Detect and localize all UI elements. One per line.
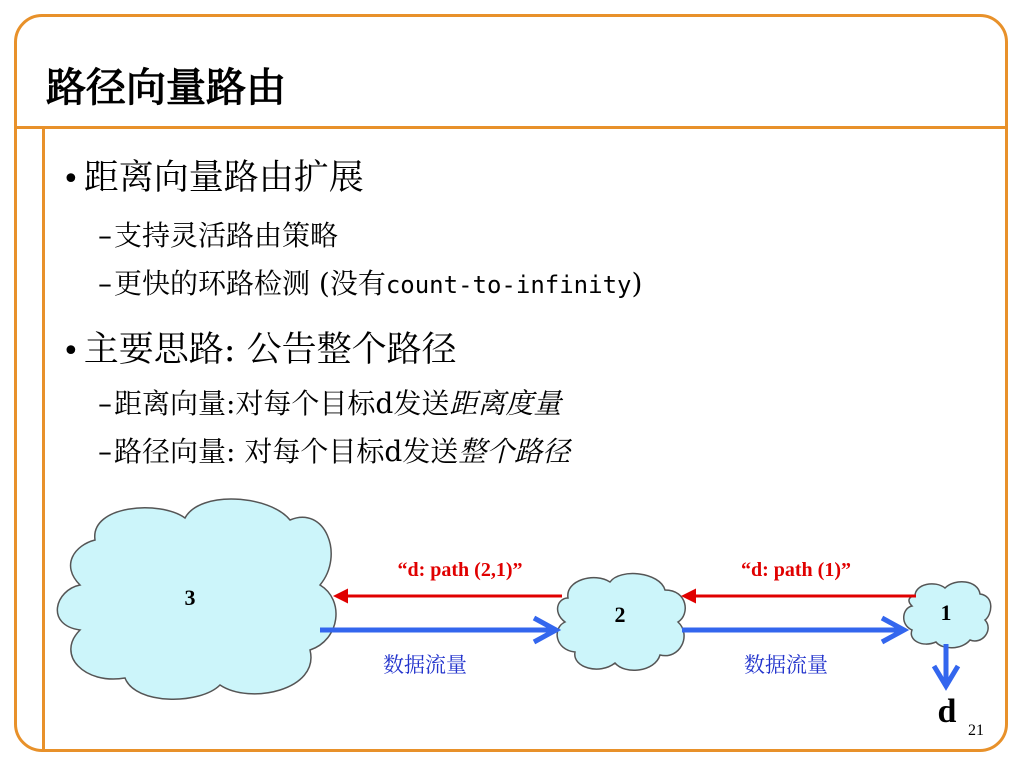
- sub-bullet-text: 距离向量:对每个目标d发送: [114, 387, 450, 420]
- sub-bullet-text: 路径向量: 对每个目标d发送: [114, 435, 459, 468]
- sub-bullet-text: 支持灵活路由策略: [114, 219, 339, 252]
- cloud-shape: [57, 499, 336, 699]
- count-to-infinity-term: count-to-infinity: [385, 271, 632, 299]
- destination-label: d: [937, 693, 957, 730]
- emphasis-whole-path: 整个路径: [458, 435, 571, 468]
- dash-glyph: –: [98, 219, 112, 252]
- emphasis-distance-metric: 距离度量: [449, 387, 562, 420]
- cloud-node-1: [904, 582, 991, 648]
- cloud-node-3: [57, 499, 336, 699]
- slide-title: 路径向量路由: [46, 65, 286, 111]
- node-label-1: 1: [940, 600, 952, 625]
- dash-glyph: –: [98, 387, 112, 420]
- cloud-node-2: [557, 574, 685, 671]
- advert-label-path-2-1: “d: path (2,1)”: [397, 559, 523, 581]
- advert-label-path-1: “d: path (1)”: [740, 559, 852, 581]
- sub-bullet-text: 更快的环路检测 (没有: [114, 267, 386, 300]
- flow-label-right: 数据流量: [744, 653, 828, 677]
- flow-label-left: 数据流量: [383, 653, 467, 677]
- bullet-text: 主要思路: 公告整个路径: [83, 330, 457, 370]
- page-number: 21: [968, 722, 984, 739]
- node-label-2: 2: [614, 602, 626, 627]
- bullet-dot: •: [62, 162, 80, 197]
- bullet-dot: •: [62, 334, 80, 369]
- sub-bullet-suffix: ): [631, 267, 643, 300]
- bullet-text: 距离向量路由扩展: [83, 158, 364, 198]
- node-label-3: 3: [184, 585, 196, 610]
- dash-glyph: –: [98, 267, 112, 300]
- dash-glyph: –: [98, 435, 112, 468]
